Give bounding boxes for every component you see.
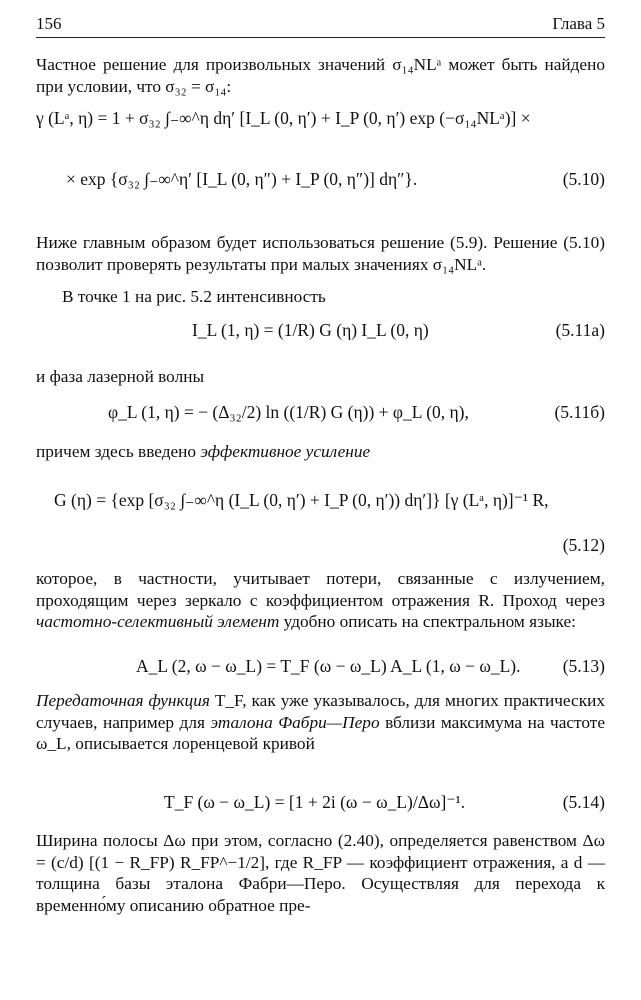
paragraph-7-part-b: вблизи максимума на частоте ω_L, описывается лоренцевой кривой <box>36 712 606 753</box>
paragraph-1: Частное решение для произвольных значений σ₁₄NLᵃ может быть найдено при условии, что σ₃₂ = σ₁₄: <box>36 55 605 96</box>
paragraph-3: В точке 1 на рис. 5.2 интенсивность <box>62 287 326 306</box>
paragraph-7 <box>36 690 605 755</box>
paragraph-5-text: причем здесь введено <box>36 442 197 461</box>
equation-body: φ_L (1, η) = − (Δ₃₂/2) ln ((1/R) G (η)) + φ_L (0, η), <box>108 402 469 422</box>
running-header <box>36 14 605 36</box>
paragraph-7-part-a: T_F, как уже указывалось, для многих практических случаев, например для <box>36 691 605 732</box>
page-number: 156 <box>36 14 62 33</box>
paragraph-6-part-b: удобно описать на спектральном языке: <box>283 612 576 631</box>
emphasis-transfer-function: Передаточная функция <box>36 691 210 710</box>
emphasis-effective-gain: эффективное усиление <box>200 442 371 461</box>
equation-body: A_L (2, ω − ω_L) = T_F (ω − ω_L) A_L (1, ω − ω_L). <box>136 656 521 676</box>
paragraph-2: Ниже главным образом будет использоваться решение (5.9). Решение (5.10) позволит проверять результаты при малых значениях σ₁₄NLᵃ. <box>36 233 605 274</box>
equation-5-10-line2: × exp {σ₃₂ ∫₋∞^η′ [I_L (0, η″) + I_P (0, η″)] dη″}. <box>66 169 418 189</box>
emphasis-fabry-perot: эталона Фабри—Перо <box>210 712 380 732</box>
equation-body: G (η) = {exp [σ₃₂ ∫₋∞^η (I_L (0, η′) + I_P (0, η′)) dη′]} [γ (Lᵃ, η)]⁻¹ R, <box>54 490 549 510</box>
paragraph-4: и фаза лазерной волны <box>36 367 205 386</box>
equation-body: I_L (1, η) = (1/R) G (η) I_L (0, η) <box>192 320 429 340</box>
equation-number: (5.10) <box>562 169 605 189</box>
equation-number: (5.14) <box>562 792 605 812</box>
paragraph-6-part-a: которое, в частности, учитывает потери, связанные с излучением, проходящим через зеркало с коэффициентом отражения R. Проход через <box>36 569 605 610</box>
chapter-title: Глава 5 <box>552 14 605 33</box>
equation-5-10 <box>36 108 605 190</box>
paragraph-5 <box>36 441 605 463</box>
emphasis-frequency-selective-element: частотно-селективный элемент <box>36 612 280 631</box>
paragraph-6 <box>36 568 605 633</box>
equation-body: T_F (ω − ω_L) = [1 + 2i (ω − ω_L)/Δω]⁻¹. <box>164 792 466 812</box>
equation-number: (5.12) <box>562 535 605 555</box>
equation-number: (5.13) <box>562 656 605 676</box>
equation-5-10-line1: γ (Lᵃ, η) = 1 + σ₃₂ ∫₋∞^η dη′ [I_L (0, η′) + I_P (0, η′) exp (−σ₁₄NLᵃ)] × <box>36 108 531 128</box>
equation-number: (5.11a) <box>555 320 605 340</box>
paragraph-8: Ширина полосы Δω при этом, согласно (2.40), определяется равенством Δω = (c/d) [(1 − R_FP) R_FP^−1/2], где R_FP — коэффициент отражения, а d — толщина базы эталона Фабри—Перо. Осуществляя для перехода к временно́му описанию обратное пре- <box>36 831 605 915</box>
equation-number: (5.11б) <box>554 402 605 422</box>
header-rule <box>36 37 605 38</box>
